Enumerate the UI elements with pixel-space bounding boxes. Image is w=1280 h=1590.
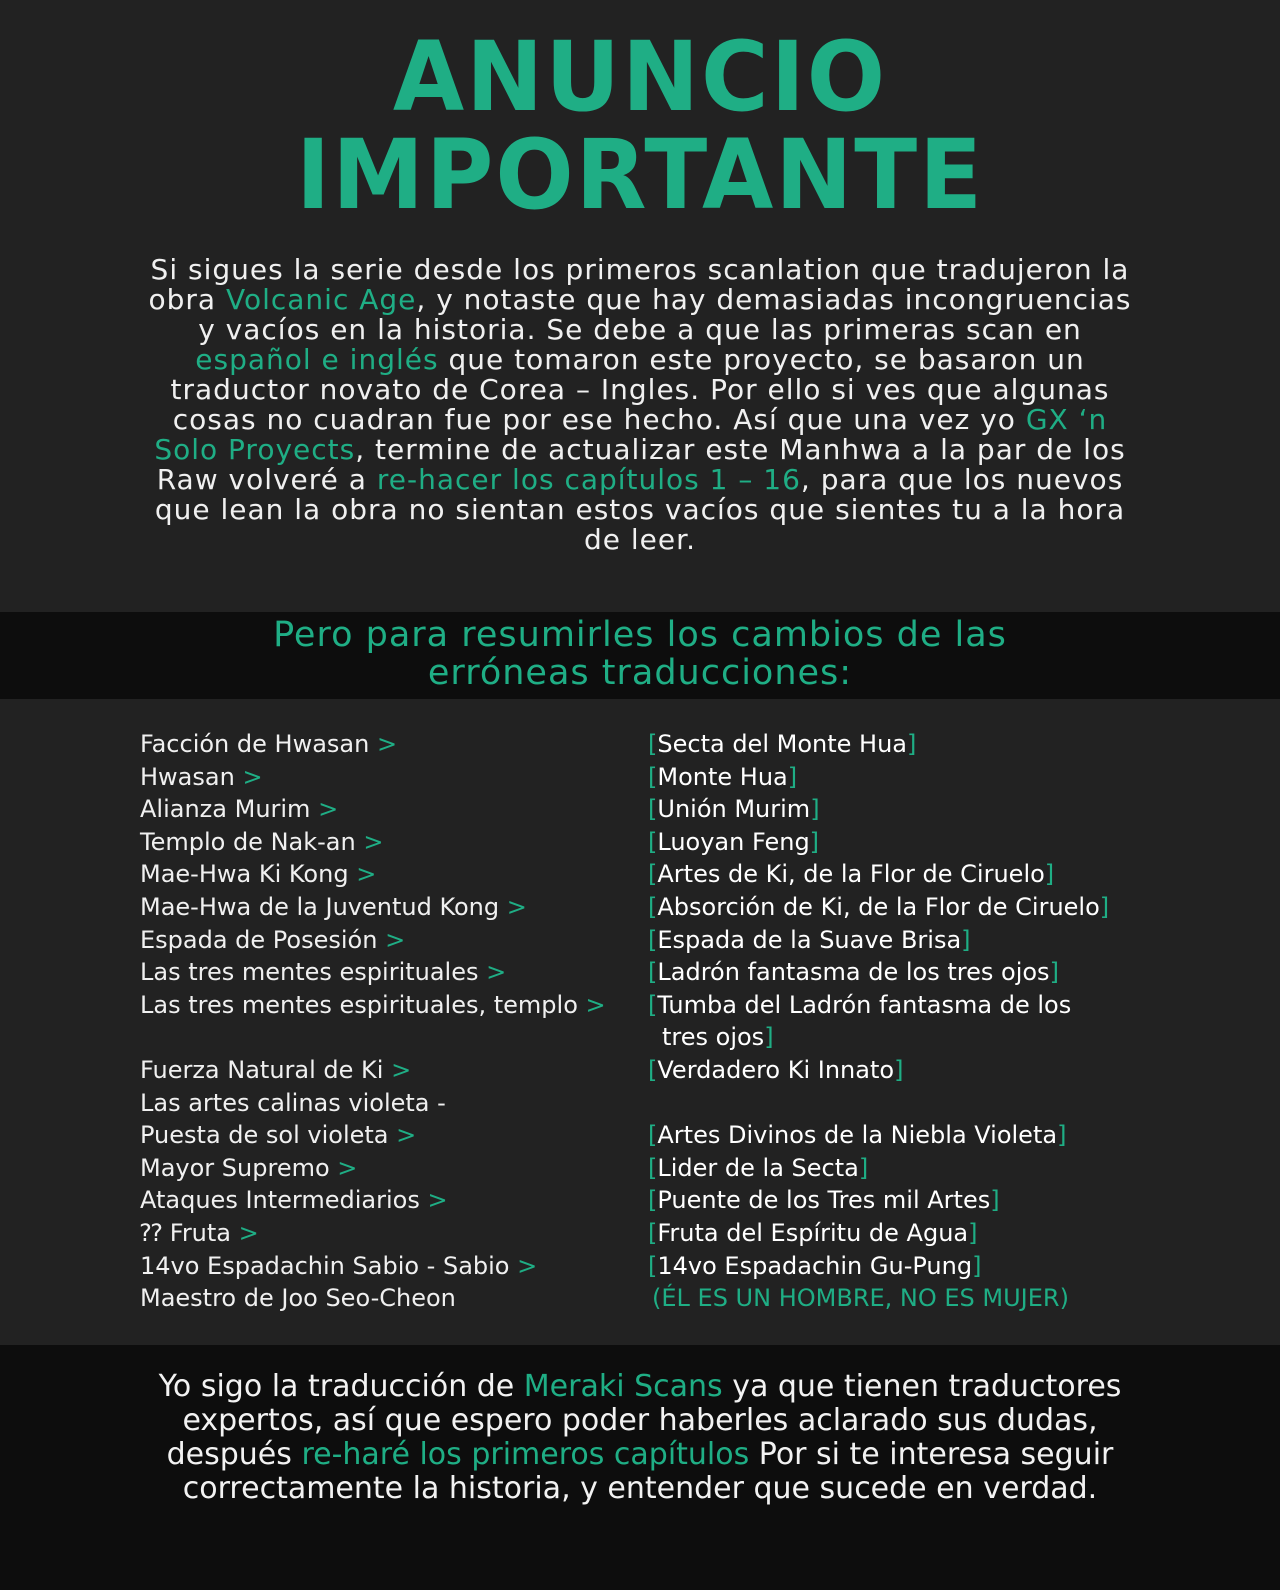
open-bracket: [: [648, 860, 658, 889]
arrow-icon: >: [238, 1219, 259, 1247]
open-bracket: [: [648, 795, 658, 824]
close-bracket: ]: [764, 1022, 774, 1051]
old-term-text: Mayor Supremo: [140, 1153, 338, 1182]
old-term-text: Hwasan: [140, 762, 243, 791]
new-term-text: Ladrón fantasma de los tres ojos: [657, 958, 1050, 987]
new-term-text: Puente de los Tres mil Artes: [657, 1186, 991, 1215]
new-term-text: Absorción de Ki, de la Flor de Ciruelo: [657, 893, 1100, 921]
intro-text-5: , para que los nuevos que lean la obra no sientan estos vacíos que sientes tu a la hora de leer.: [154, 463, 1126, 556]
new-term: [648, 826, 819, 858]
new-term: [648, 1054, 903, 1086]
new-term-text-cont: tres ojos: [662, 1022, 765, 1051]
close-bracket: ]: [968, 1219, 978, 1247]
arrow-icon: >: [585, 990, 606, 1019]
old-term: [140, 989, 606, 1021]
new-term: [648, 728, 916, 760]
close-bracket: ]: [894, 1056, 904, 1084]
arrow-icon: >: [363, 827, 384, 856]
open-bracket: [: [648, 1186, 658, 1215]
new-term: [648, 858, 1054, 890]
title-line-1: ANUNCIO: [392, 21, 888, 133]
old-term: [140, 793, 338, 825]
outro-text-2: ya que tienen traductores expertos, así que espero poder haberles aclarado sus dudas, después: [166, 1369, 1122, 1472]
new-term: [648, 956, 1059, 988]
old-term-text: 14vo Espadachin Sabio - Sabio: [140, 1251, 518, 1280]
open-bracket: [: [648, 1121, 658, 1150]
arrow-icon: >: [517, 1251, 538, 1280]
close-bracket: ]: [787, 762, 798, 791]
old-term: [140, 1119, 416, 1151]
old-term-text: Facción de Hwasan: [140, 730, 377, 758]
arrow-icon: >: [396, 1121, 417, 1150]
close-bracket: ]: [1044, 860, 1055, 889]
outro-text-1: Yo sigo la traducción de: [158, 1369, 524, 1404]
open-bracket: [: [648, 1251, 658, 1280]
arrow-icon: >: [506, 893, 527, 921]
close-bracket: ]: [809, 827, 820, 856]
old-term-text: Fuerza Natural de Ki: [140, 1056, 392, 1084]
new-term: [648, 793, 820, 825]
open-bracket: [: [648, 1219, 658, 1247]
open-bracket: [: [648, 1056, 658, 1084]
arrow-icon: >: [427, 1186, 448, 1215]
outro-paragraph: [140, 1370, 1140, 1506]
highlight-remake-chapters: re-haré los primeros capítulos: [301, 1437, 750, 1472]
old-term: [140, 1087, 446, 1119]
old-term: [140, 826, 383, 858]
old-term-text: Mae-Hwa Ki Kong: [140, 860, 357, 889]
new-term-text: Artes Divinos de la Niebla Violeta: [657, 1121, 1058, 1150]
new-term-text: Secta del Monte Hua: [657, 730, 907, 758]
new-term: [648, 1119, 1066, 1151]
gender-note: (ÉL ES UN HOMBRE, NO ES MUJER): [652, 1284, 1069, 1313]
new-term-text: Unión Murim: [657, 795, 811, 824]
close-bracket: ]: [972, 1251, 982, 1280]
old-term: [140, 1054, 411, 1086]
intro-text-4: , termine de actualizar este Manhwa a la par de los Raw volveré a: [156, 433, 1126, 496]
open-bracket: [: [648, 893, 658, 921]
old-term-text: Las tres mentes espirituales, templo: [140, 990, 586, 1019]
highlight-volcanic-age: Volcanic Age: [225, 283, 417, 316]
new-term: [648, 924, 971, 956]
close-bracket: ]: [858, 1153, 869, 1182]
arrow-icon: >: [337, 1153, 358, 1182]
highlight-group-name: GX ‘n Solo Proyects: [154, 403, 1108, 466]
close-bracket: ]: [810, 795, 820, 824]
arrow-icon: >: [391, 1056, 412, 1084]
intro-text-3: que tomaron este proyecto, se basaron un traductor novato de Corea – Ingles. Por ello si ves que algunas cosas no cuadran fue por ese hecho. Así que una vez yo: [170, 343, 1110, 436]
arrow-icon: >: [385, 925, 406, 954]
old-term: [140, 1152, 357, 1184]
arrow-icon: >: [356, 860, 377, 889]
old-term-text: Templo de Nak-an: [140, 827, 364, 856]
open-bracket: [: [648, 925, 658, 954]
new-term: [648, 891, 1109, 923]
old-term-text: Maestro de Joo Seo-Cheon: [140, 1284, 456, 1313]
close-bracket: ]: [1099, 893, 1110, 921]
announcement-title: [26, 21, 1255, 231]
new-term-text: Espada de la Suave Brisa: [657, 925, 962, 954]
new-term: [648, 761, 797, 793]
open-bracket: [: [648, 990, 658, 1019]
outro-text-3: Por si te interesa seguir correctamente la historia, y entender que sucede en verdad.: [182, 1437, 1114, 1506]
old-term-text: Espada de Posesión: [140, 925, 386, 954]
old-term-text: Las tres mentes espirituales: [140, 958, 487, 987]
open-bracket: [: [648, 958, 658, 987]
open-bracket: [: [648, 730, 658, 758]
old-term: [140, 924, 405, 956]
old-term: [140, 956, 506, 988]
new-term-text: Lider de la Secta: [657, 1153, 859, 1182]
new-term: [648, 1250, 981, 1282]
close-bracket: ]: [906, 730, 917, 758]
old-term-text: Puesta de sol violeta: [140, 1121, 397, 1150]
new-term-text: Artes de Ki, de la Flor de Ciruelo: [657, 860, 1045, 889]
arrow-icon: >: [376, 730, 398, 758]
old-term: [140, 891, 527, 923]
old-term-text: Mae-Hwa de la Juventud Kong: [140, 893, 507, 921]
old-term: [140, 1184, 448, 1216]
old-term: [140, 858, 376, 890]
open-bracket: [: [648, 827, 658, 856]
old-term: [140, 1217, 259, 1249]
new-term: [648, 989, 1071, 1053]
subtitle: [0, 616, 1280, 692]
highlight-meraki-scans: Meraki Scans: [523, 1369, 723, 1404]
highlight-languages: español e inglés: [195, 343, 439, 376]
highlight-redo-chapters: re-hacer los capítulos 1 – 16: [376, 463, 801, 496]
old-term: [140, 1250, 537, 1282]
close-bracket: ]: [990, 1186, 1000, 1215]
title-line-2: IMPORTANTE: [296, 119, 984, 231]
close-bracket: ]: [961, 925, 971, 954]
new-term: [648, 1152, 868, 1184]
new-term: [648, 1184, 1000, 1216]
open-bracket: [: [648, 1153, 658, 1182]
old-term: [140, 728, 397, 760]
subtitle-line-1: Pero para resumirles los cambios de las: [273, 615, 1007, 655]
subtitle-line-2: erróneas traducciones:: [427, 653, 853, 693]
old-term: [140, 1282, 456, 1314]
arrow-icon: >: [486, 958, 507, 987]
old-term-text: Ataques Intermediarios: [140, 1186, 428, 1215]
new-term-text: Verdadero Ki Innato: [657, 1056, 895, 1084]
old-term-text: Alianza Murim: [140, 795, 319, 824]
new-term: [648, 1217, 977, 1249]
new-term-text: Tumba del Ladrón fantasma de los: [657, 990, 1072, 1019]
open-bracket: [: [648, 762, 658, 791]
old-term-text: Las artes calinas violeta -: [140, 1088, 446, 1117]
intro-paragraph: [140, 255, 1140, 555]
close-bracket: ]: [1057, 1121, 1067, 1150]
arrow-icon: >: [318, 795, 339, 824]
close-bracket: ]: [1049, 958, 1059, 987]
new-term-text: Fruta del Espíritu de Agua: [657, 1219, 969, 1247]
old-term-text: ⁇ Fruta: [140, 1219, 239, 1247]
arrow-icon: >: [242, 762, 263, 791]
new-term-text: 14vo Espadachin Gu-Pung: [657, 1251, 973, 1280]
intro-text-1: Si sigues la serie desde los primeros scanlation que tradujeron la obra: [148, 253, 1130, 316]
intro-text-2: , y notaste que hay demasiadas incongruencias y vacíos en la historia. Se debe a que las primeras scan en: [198, 283, 1132, 346]
new-term-text: Luoyan Feng: [657, 827, 810, 856]
old-term: [140, 761, 263, 793]
new-term-text: Monte Hua: [657, 762, 788, 791]
